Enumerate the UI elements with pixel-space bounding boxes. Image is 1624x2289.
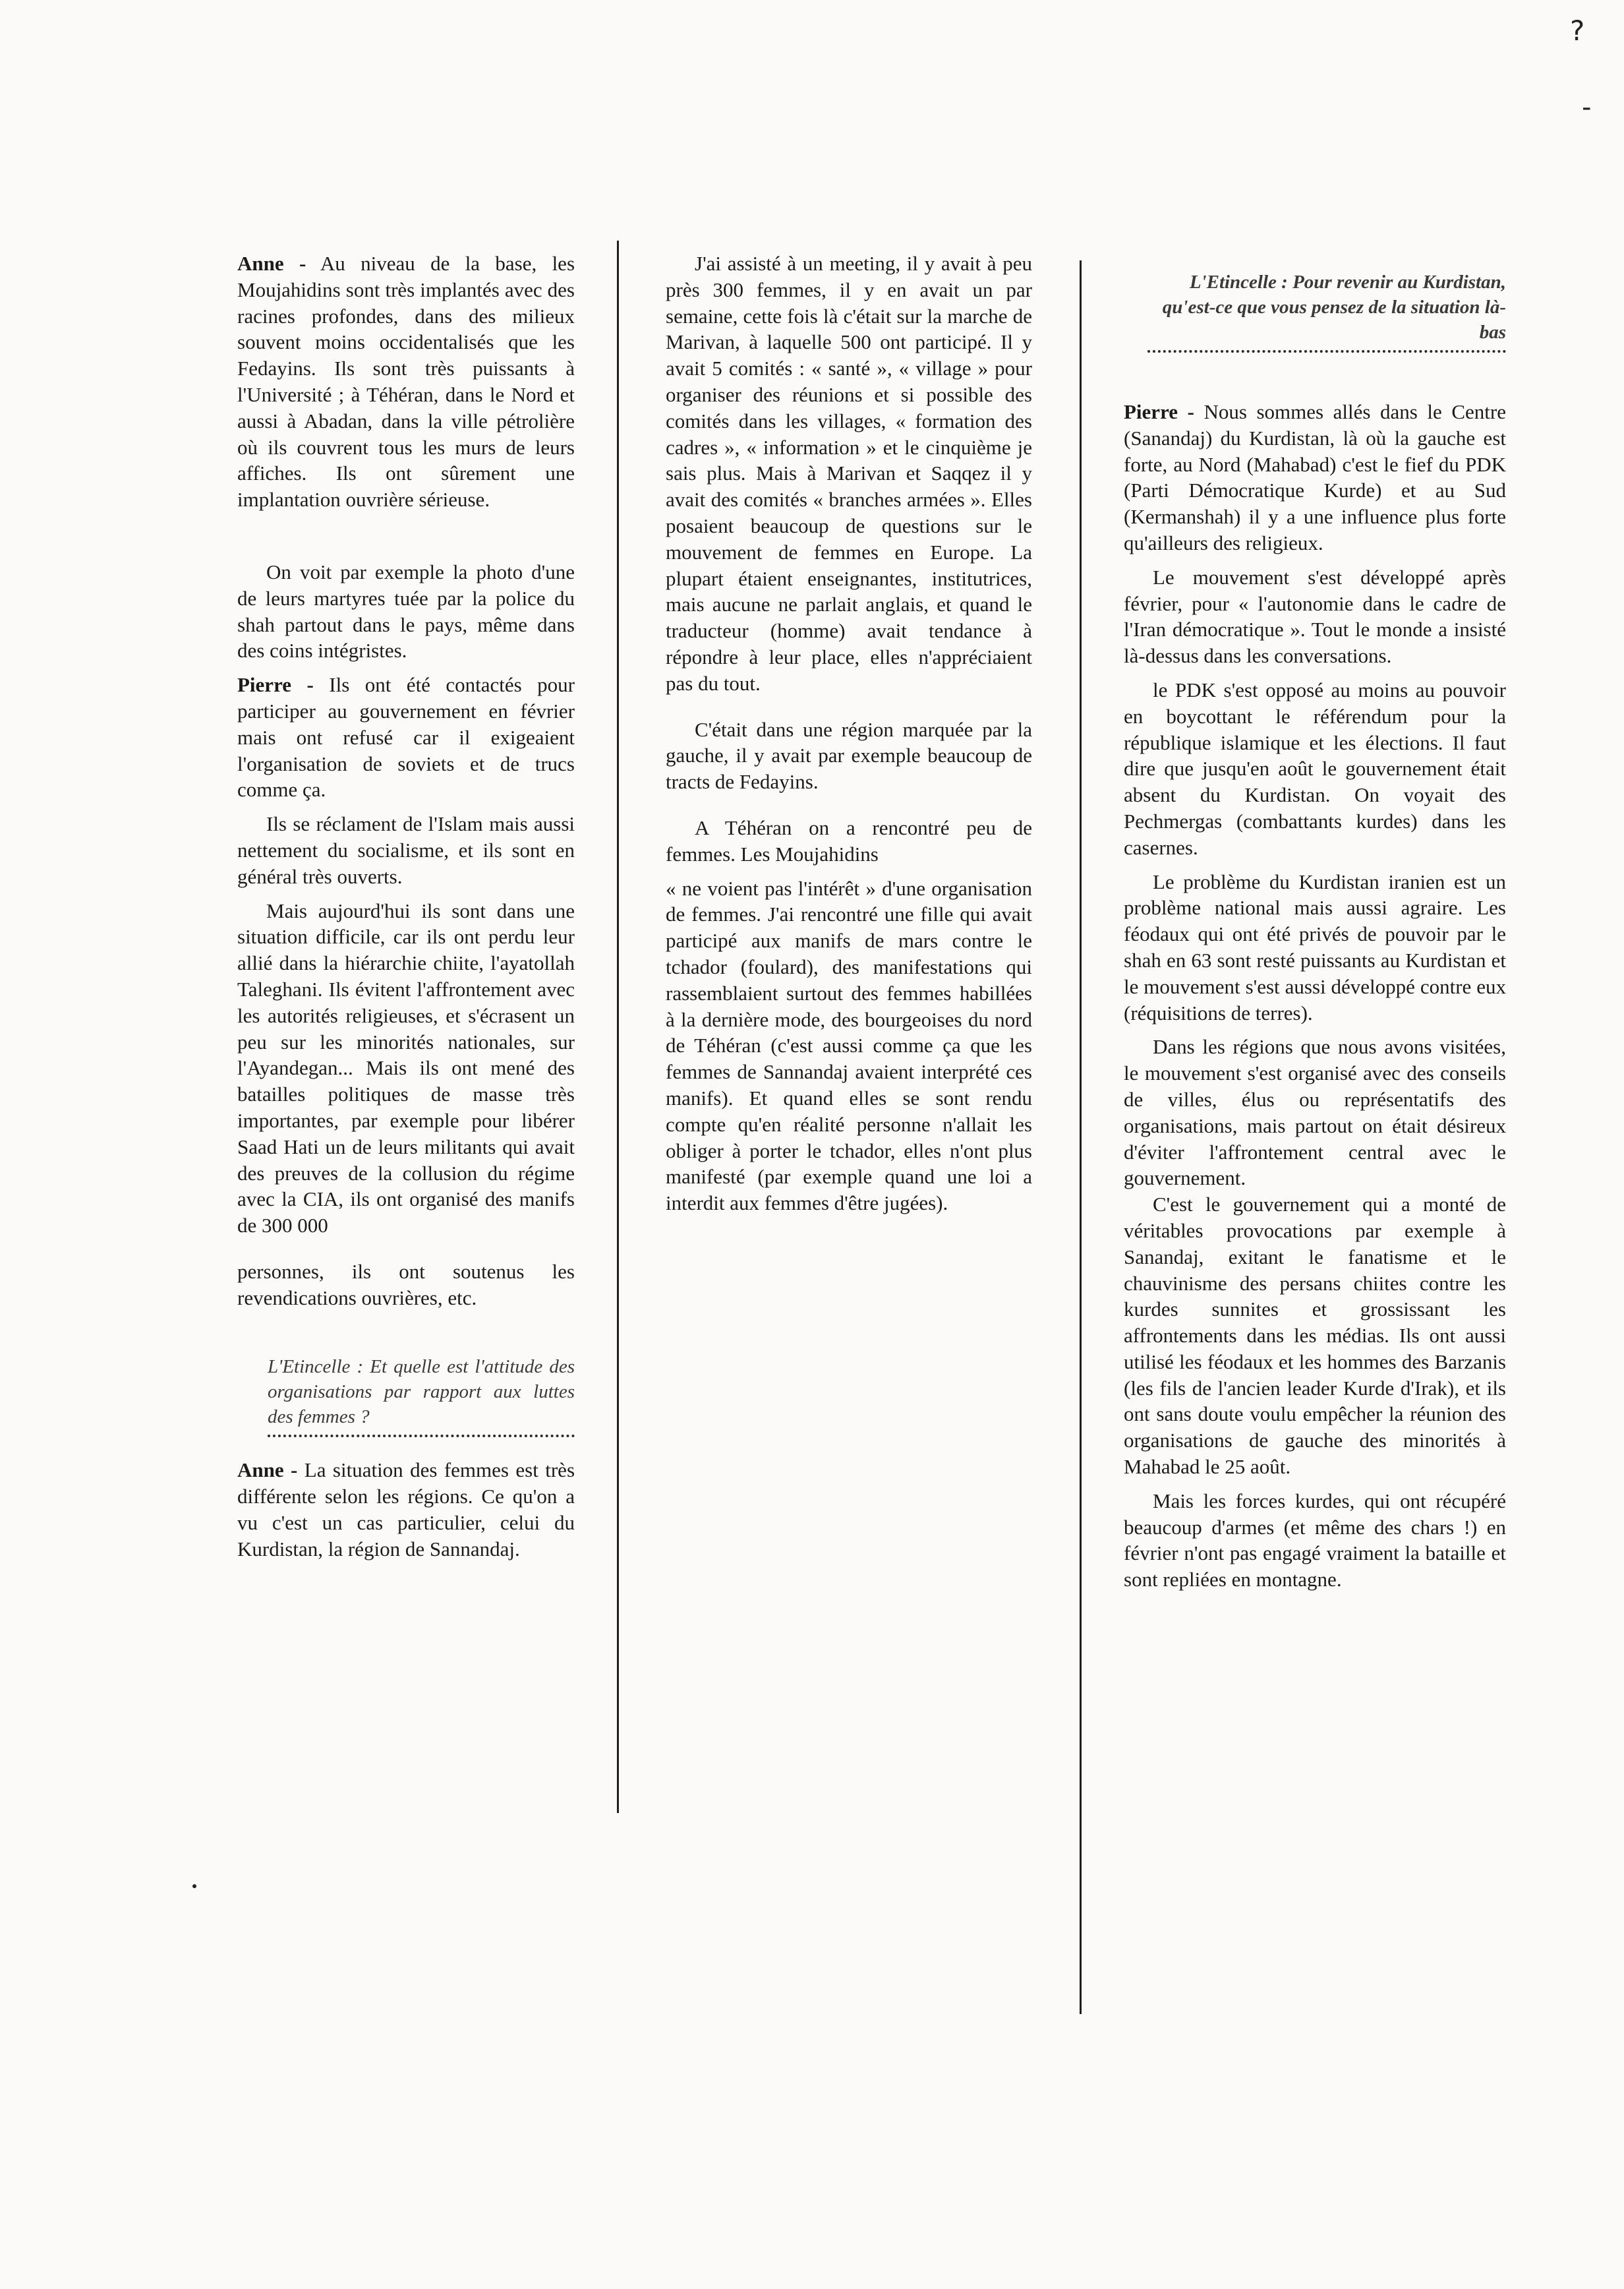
paragraph-tchador: « ne voient pas l'intérêt » d'une organisation de femmes. J'ai rencontré une fille qui avait participé aux manifs de mars contre le tchador (foulard), des manifestations qui rassemblaient surtout des femmes habillées à la dernière mode, des bourgeoises du nord de Téhéran (c'est aussi comme ça que les femmes de Sannandaj avaient interprété ces manifs). Et quand elles se sont rendu compte qu'en réalité personne n'allait les obliger à porter le tchador, elles n'ont plus manifesté (par exemple quand une loi a interdit aux femmes d'être jugées). [666,876,1032,1215]
paragraph-provocations: C'est le gouvernement qui a monté de véritables provocations par exemple à Sanandaj, exitant le fanatisme et le chauvinisme des persans chiites contre les kurdes sunnites et grossissant les affrontements dans les médias. Ils ont aussi utilisé les féodaux et les hommes des Barzanis (les fils de l'ancien leader Kurde d'Irak), et ils ont sans doute voulu empêcher la réunion des organisations de gauche des minorités à Mahabad le 25 août. [1124,1193,1506,1479]
paragraph-anne-women-situation [237,1457,575,1562]
paragraph-islam-socialism: Ils se réclament de l'Islam mais aussi nettement du socialisme, et ils sont en général très ouverts. [237,812,575,888]
paragraph-kurdish-forces: Mais les forces kurdes, qui ont récupéré beaucoup d'armes (et même des chars !) en février n'ont pas engagé vraiment la bataille et sont repliées en montagne. [1124,1489,1506,1591]
paragraph-text: Nous sommes allés dans le Centre (Sanandaj) du Kurdistan, là où la gauche est forte, au Nord (Mahabad) c'est le fief du PDK (Parti Démocratique Kurde) et au Sud (Kermanshah) il y a une influence plus forte qu'ailleurs des religieux. [1124,400,1506,554]
paragraph-movement-autonomy: Le mouvement s'est développé après février, pour « l'autonomie dans le cadre de l'Iran démocratique ». Tout le monde a insisté là-dessus dans les conversations. [1124,565,1506,668]
paragraph-region-left: C'était dans une région marquée par la gauche, il y avait par exemple beaucoup de tracts de Fedayins. [666,717,1032,794]
stray-mark-right: - [1582,92,1592,123]
paragraph-text: Ils ont été contactés pour participer au gouvernement en février mais ont refusé car il exigeaient l'organisation de soviets et de trucs comme ça. [237,673,575,802]
column-divider-1 [617,241,619,1813]
speaker-label: Pierre - [1124,400,1194,423]
speaker-label: Pierre - [237,673,314,697]
column-1 [237,251,575,1562]
paragraph-workers-demands: personnes, ils ont soutenus les revendications ouvrières, etc. [237,1259,575,1309]
column-3 [1124,251,1506,1593]
paragraph-pierre-government [237,672,575,803]
paragraph-pdk-boycott: le PDK s'est opposé au moins au pouvoir en boycottant le référendum pour la république islamique et les élections. Il faut dire que jusqu'en août le gouvernement était absent du Kurdistan. On voyait des Pechmergas (combattants kurdes) dans les casernes. [1124,678,1506,859]
paragraph-text: La situation des femmes est très différente selon les régions. Ce qu'on a vu c'est un cas particulier, celui du Kurdistan, la région de Sannandaj. [237,1458,575,1561]
paragraph-pierre-kurdistan [1124,399,1506,556]
paragraph-teheran-women: A Téhéran on a rencontré peu de femmes. Les Moujahidins [666,816,1032,866]
paragraph-anne-moujahidins [237,251,575,513]
column-2 [666,251,1032,1216]
paragraph-city-councils: Dans les régions que nous avons visitées, le mouvement s'est organisé avec des conseils de villes, élus ou représentatifs des organisations, mais partout on était désireux d'éviter l'affrontement central avec le gouvernement. [1124,1035,1506,1190]
question-etincelle-women: L'Etincelle : Et quelle est l'attitude des organisations par rapport aux luttes des femmes ? [268,1354,575,1437]
column-divider-2 [1080,260,1082,2014]
paragraph-text: Au niveau de la base, les Moujahidins sont très implantés avec des racines profondes, dans des milieux souvent moins occidentalisés que les Fedayins. Ils sont très puissants à l'Université ; à Téhéran, dans le Nord et aussi à Abadan, dans la ville pétrolière où ils couvrent tous les murs de leurs affiches. Ils ont sûrement une implantation ouvrière sérieuse. [237,252,575,512]
stray-dot-bottom-left [192,1884,196,1888]
paragraph-martyr-photo: On voit par exemple la photo d'une de leurs martyres tuée par la police du shah partout dans le pays, même dans des coins intégristes. [237,560,575,663]
question-etincelle-kurdistan: L'Etincelle : Pour revenir au Kurdistan, qu'est-ce que vous pensez de la situation là-bas [1147,270,1506,353]
speaker-label: Anne - [237,252,306,275]
paragraph-meeting: J'ai assisté à un meeting, il y avait à peu près 300 femmes, il y en avait un par semaine, cette fois là c'était sur la marche de Marivan, à laquelle 500 ont participé. Il y avait 5 comités : « santé », « village » pour organiser des réunions et si possible des comités dans les villages, « formation des cadres », « information » et le cinquième je sais plus. Mais à Marivan et Saqqez il y avait des comités « branches armées ». Elles posaient beaucoup de questions sur le mouvement de femmes en Europe. La plupart étaient enseignantes, institutrices, mais aucune ne parlait anglais, et quand le traducteur (homme) avait tendance à répondre à leur place, elles n'appréciaient pas du tout. [666,252,1032,695]
speaker-label: Anne - [237,1458,298,1482]
stray-mark-top-right: ? [1570,15,1585,47]
paragraph-national-agrarian: Le problème du Kurdistan iranien est un problème national mais aussi agraire. Les féodaux qui ont été privés de pouvoir par le shah en 63 sont resté puissants au Kurdistan et le mouvement s'est aussi développé contre eux (réquisitions de terres). [1124,870,1506,1025]
paragraph-difficult-situation: Mais aujourd'hui ils sont dans une situation difficile, car ils ont perdu leur allié dans la hiérarchie chiite, l'ayatollah Taleghani. Ils évitent l'affrontement avec les autorités religieuses, et s'écrasent un peu sur les minorités nationales, sur l'Ayandegan... Mais ils ont mené des batailles politiques de masse très importantes, par exemple pour libérer Saad Hati un de leurs militants qui avait des preuves de la collusion du régime avec la CIA, ils ont organisé des manifs de 300 000 [237,899,575,1237]
